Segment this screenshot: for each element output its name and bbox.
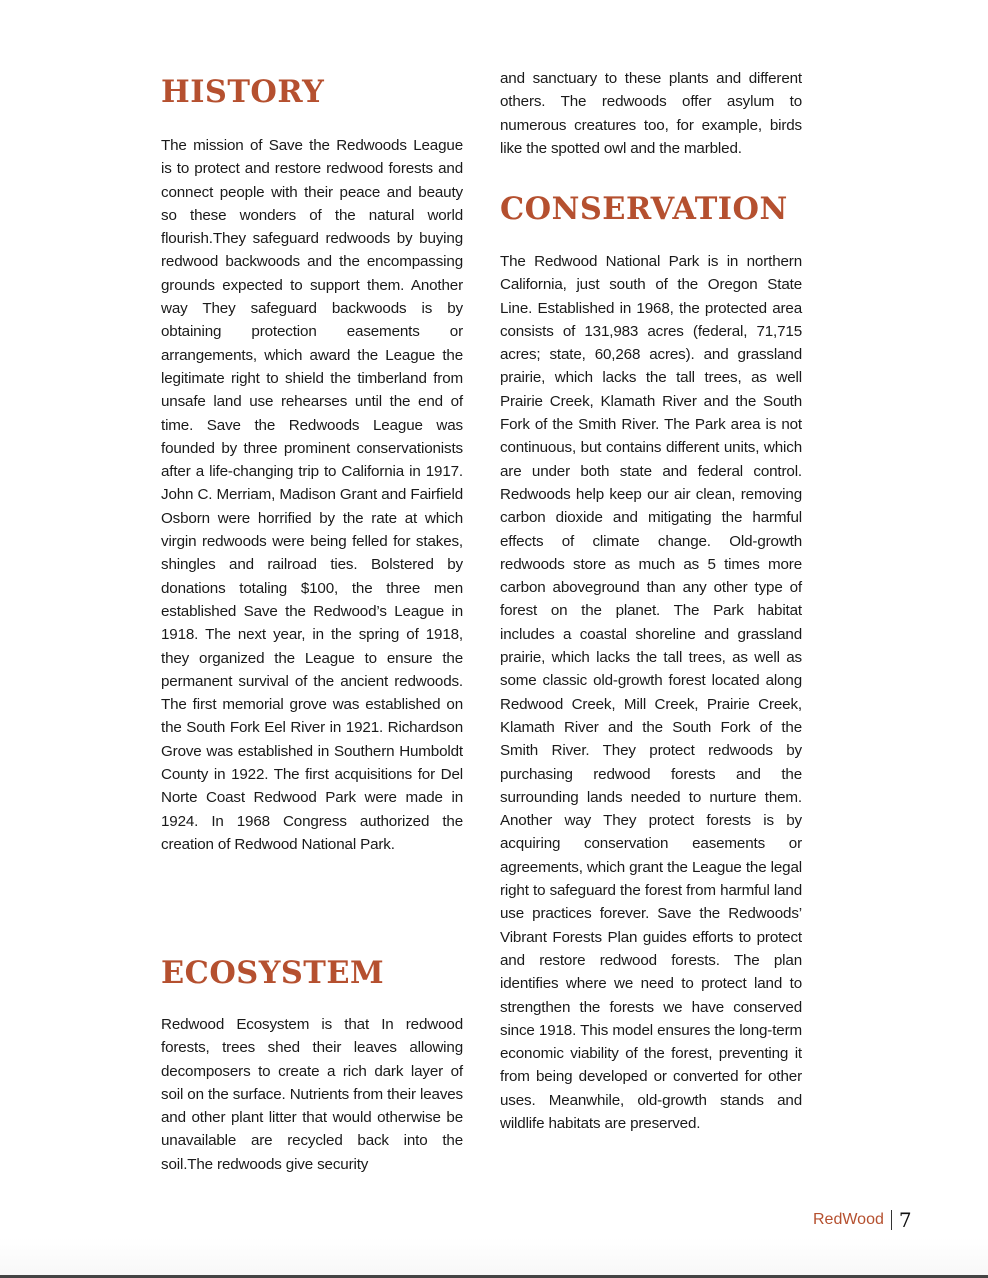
page-footer: [813, 1208, 912, 1232]
conservation-body: The Redwood National Park is in northern California, just south of the Oregon State Line. Established in 1968, the protected area consists of 131,983 acres (federal, 71,715 acres; state, 60,268 acres). and grassland prairie, which lacks the tall trees, as well Prairie Creek, Klamath River and the South Fork of the Smith River. The Park area is not continuous, but contains different units, which are under both state and federal control. Redwoods help keep our air clean, removing carbon dioxide and mitigating the harmful effects of climate change. Old-growth redwoods store as much as 5 times more carbon aboveground than any other type of forest on the planet. The Park habitat includes a coastal shoreline and grassland prairie, which lacks the tall trees, as well as some classic old-growth forest located along Redwood Creek, Mill Creek, Prairie Creek, Klamath River and the South Fork of the Smith River. They protect redwoods by purchasing redwood forests and the surrounding lands needed to nurture them. Another way They protect forests is by acquiring conservation easements or agreements, which grant the League the legal right to safeguard the forest from harmful land use practices forever. Save the Redwoods’ Vibrant Forests Plan guides efforts to protect and restore redwood forests. The plan identifies where we need to protect land to strengthen the forests we have conserved since 1918. This model ensures the long-term economic viability of the forest, preventing it from being developed or converted for other uses. Meanwhile, old-growth stands and wildlife habitats are preserved.: [500, 253, 802, 1132]
history-heading: HISTORY: [161, 74, 325, 110]
ecosystem-body-continued: and sanctuary to these plants and different others. The redwoods offer asylum to numerous creatures too, for example, birds like the spotted owl and the marbled.: [500, 70, 802, 157]
page-number: 7: [898, 1208, 912, 1232]
page-bottom-shade: [0, 1238, 988, 1278]
history-section: [161, 66, 463, 856]
history-body: The mission of Save the Redwoods League is to protect and restore redwood forests and connect people with their peace and beauty so these wonders of the natural world flourish.They safeguard redwoods by buying redwood backwoods and the encompassing grounds expected to support them. Another way They safeguard backwoods is by obtaining protection easements or arrangements, which award the League the legitimate right to shield the timberland from unsafe land use rehearses until the end of time. Save the Redwoods League was founded by three prominent conservationists after a life-changing trip to California in 1917. John C. Merriam, Madison Grant and Fairfield Osborn were horrified by the rate at which virgin redwoods were being felled for stakes, shingles and railroad ties. Bolstered by donations totaling $100, the three men established Save the Redwood’s League in 1918. The next year, in the spring of 1918, they organized the League to ensure the permanent survival of the ancient redwoods. The first memorial grove was established on the South Fork Eel River in 1921. Richardson Grove was established in Southern Humboldt County in 1922. The first acquisitions for Del Norte Coast Redwood Park were made in 1924. In 1968 Congress authorized the creation of Redwood National Park.: [161, 137, 463, 853]
conservation-heading: CONSERVATION: [500, 191, 788, 227]
ecosystem-body: Redwood Ecosystem is that In redwood forests, trees shed their leaves allowing decomposers to create a rich dark layer of soil on the surface. Nutrients from their leaves and other plant litter that would otherwise be unavailable are recycled back into the soil.The redwoods give security: [161, 1016, 463, 1173]
ecosystem-heading: ECOSYSTEM: [161, 955, 385, 991]
footer-divider: [891, 1210, 892, 1230]
footer-brand: RedWood: [813, 1211, 884, 1228]
